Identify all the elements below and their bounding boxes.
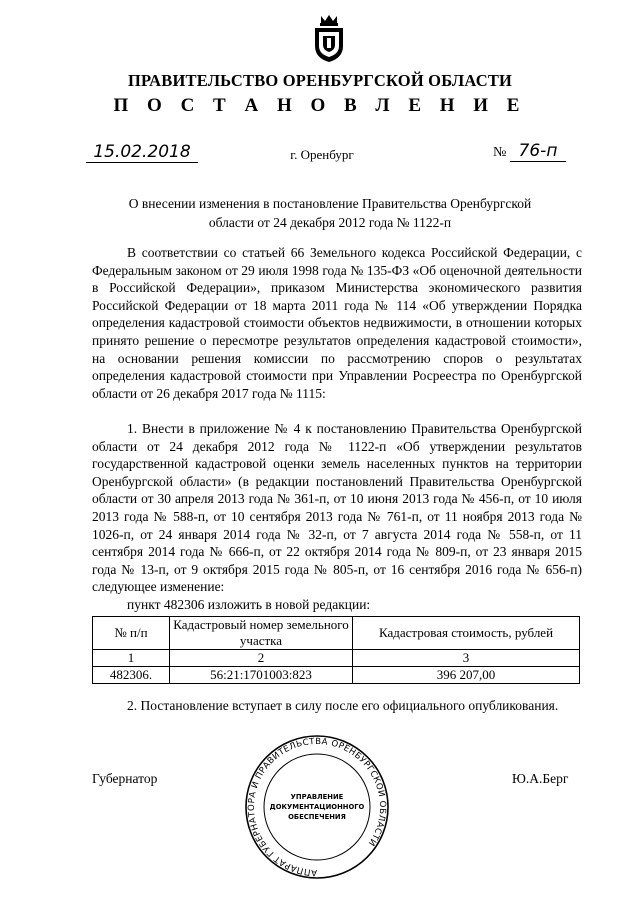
- document-city: г. Оренбург: [290, 147, 354, 162]
- intro-paragraph: В соответствии со статьей 66 Земельного кодекса Российской Федерации, с Федеральным законом от 29 июля 1998 года № 135-ФЗ «Об оценочной деятельности в Российской Федерации», приказом Министерства экономического развития Российской Федерации от 18 марта 2011 года № 114 «Об утверждении Порядка определения кадастровой стоимости объектов недвижимости, в отношении которых принято решение о пересмотре результатов определения кадастровой стоимости», на основании решения комиссии по рассмотрению споров о результатах определения кадастровой стоимости при Управлении Росреестра по Оренбургской области от 26 декабря 2017 года № 1115:: [92, 245, 582, 401]
- document-type: П О С Т А Н О В Л Е Н И Е: [113, 95, 527, 116]
- item-2-paragraph: 2. Постановление вступает в силу после его официального опубликования.: [127, 698, 559, 713]
- svg-text:ДОКУМЕНТАЦИОННОГО: ДОКУМЕНТАЦИОННОГО: [269, 803, 365, 811]
- stamp-ring-text: АППАРАТ ГУБЕРНАТОРА И ПРАВИТЕЛЬСТВА ОРЕНБУРГСКОЙ ОБЛАСТИ: [246, 736, 388, 878]
- table-header-cell: Кадастровая стоимость, рублей: [353, 617, 580, 650]
- cadastral-table: [92, 616, 580, 684]
- signatory-name: Ю.А.Берг: [512, 771, 569, 786]
- table-header-cell: Кадастровый номер земельного участка: [170, 617, 353, 650]
- table-header-cell: № п/п: [93, 617, 170, 650]
- signatory-title: Губернатор: [92, 771, 158, 786]
- document-date: 15.02.2018: [86, 142, 198, 163]
- document-subject: О внесении изменения в постановление Правительства Оренбургской области от 24 декабря 2012 года № 1122-п: [128, 196, 532, 230]
- clause-paragraph: пункт 482306 изложить в новой редакции:: [127, 597, 371, 612]
- table-row: [93, 667, 580, 684]
- svg-text:ОБЕСПЕЧЕНИЯ: ОБЕСПЕЧЕНИЯ: [288, 813, 346, 821]
- table-header-row: [93, 617, 580, 650]
- item-1-paragraph: 1. Внести в приложение № 4 к постановлению Правительства Оренбургской области от 24 декабря 2012 года № 1122-п «Об утверждении результатов государственной кадастровой оценки земель населенных пунктов на территории Оренбургской области» (в редакции постановлений Правительства Оренбургской области от 30 апреля 2013 года № 361-п, от 10 июня 2013 года № 456-п, от 10 июля 2013 года № 588-п, от 10 сентября 2013 года № 761-п, от 11 ноября 2013 года № 1026-п, от 24 января 2014 года № 32-п, от 7 августа 2014 года № 558-п, от 11 сентября 2014 года № 666-п, от 22 октября 2014 года № 809-п, от 23 января 2015 года № 13-п, от 9 октября 2015 года № 805-п, от 16 сентября 2016 года № 656-п) следующее изменение:: [92, 421, 582, 595]
- document-number: 76-п: [510, 141, 566, 162]
- document-number-label: №: [493, 145, 507, 160]
- official-stamp-icon: [242, 732, 392, 882]
- table-row: [93, 650, 580, 667]
- table-cell: 56:21:1701003:823: [170, 667, 353, 684]
- table-cell: 2: [170, 650, 353, 667]
- organization-title: ПРАВИТЕЛЬСТВО ОРЕНБУРГСКОЙ ОБЛАСТИ: [127, 71, 513, 90]
- table-cell: 482306.: [93, 667, 170, 684]
- svg-text:УПРАВЛЕНИЕ: УПРАВЛЕНИЕ: [290, 793, 344, 801]
- table-cell: 396 207,00: [353, 667, 580, 684]
- table-cell: 3: [353, 650, 580, 667]
- coat-of-arms-icon: [309, 12, 349, 64]
- table-cell: 1: [93, 650, 170, 667]
